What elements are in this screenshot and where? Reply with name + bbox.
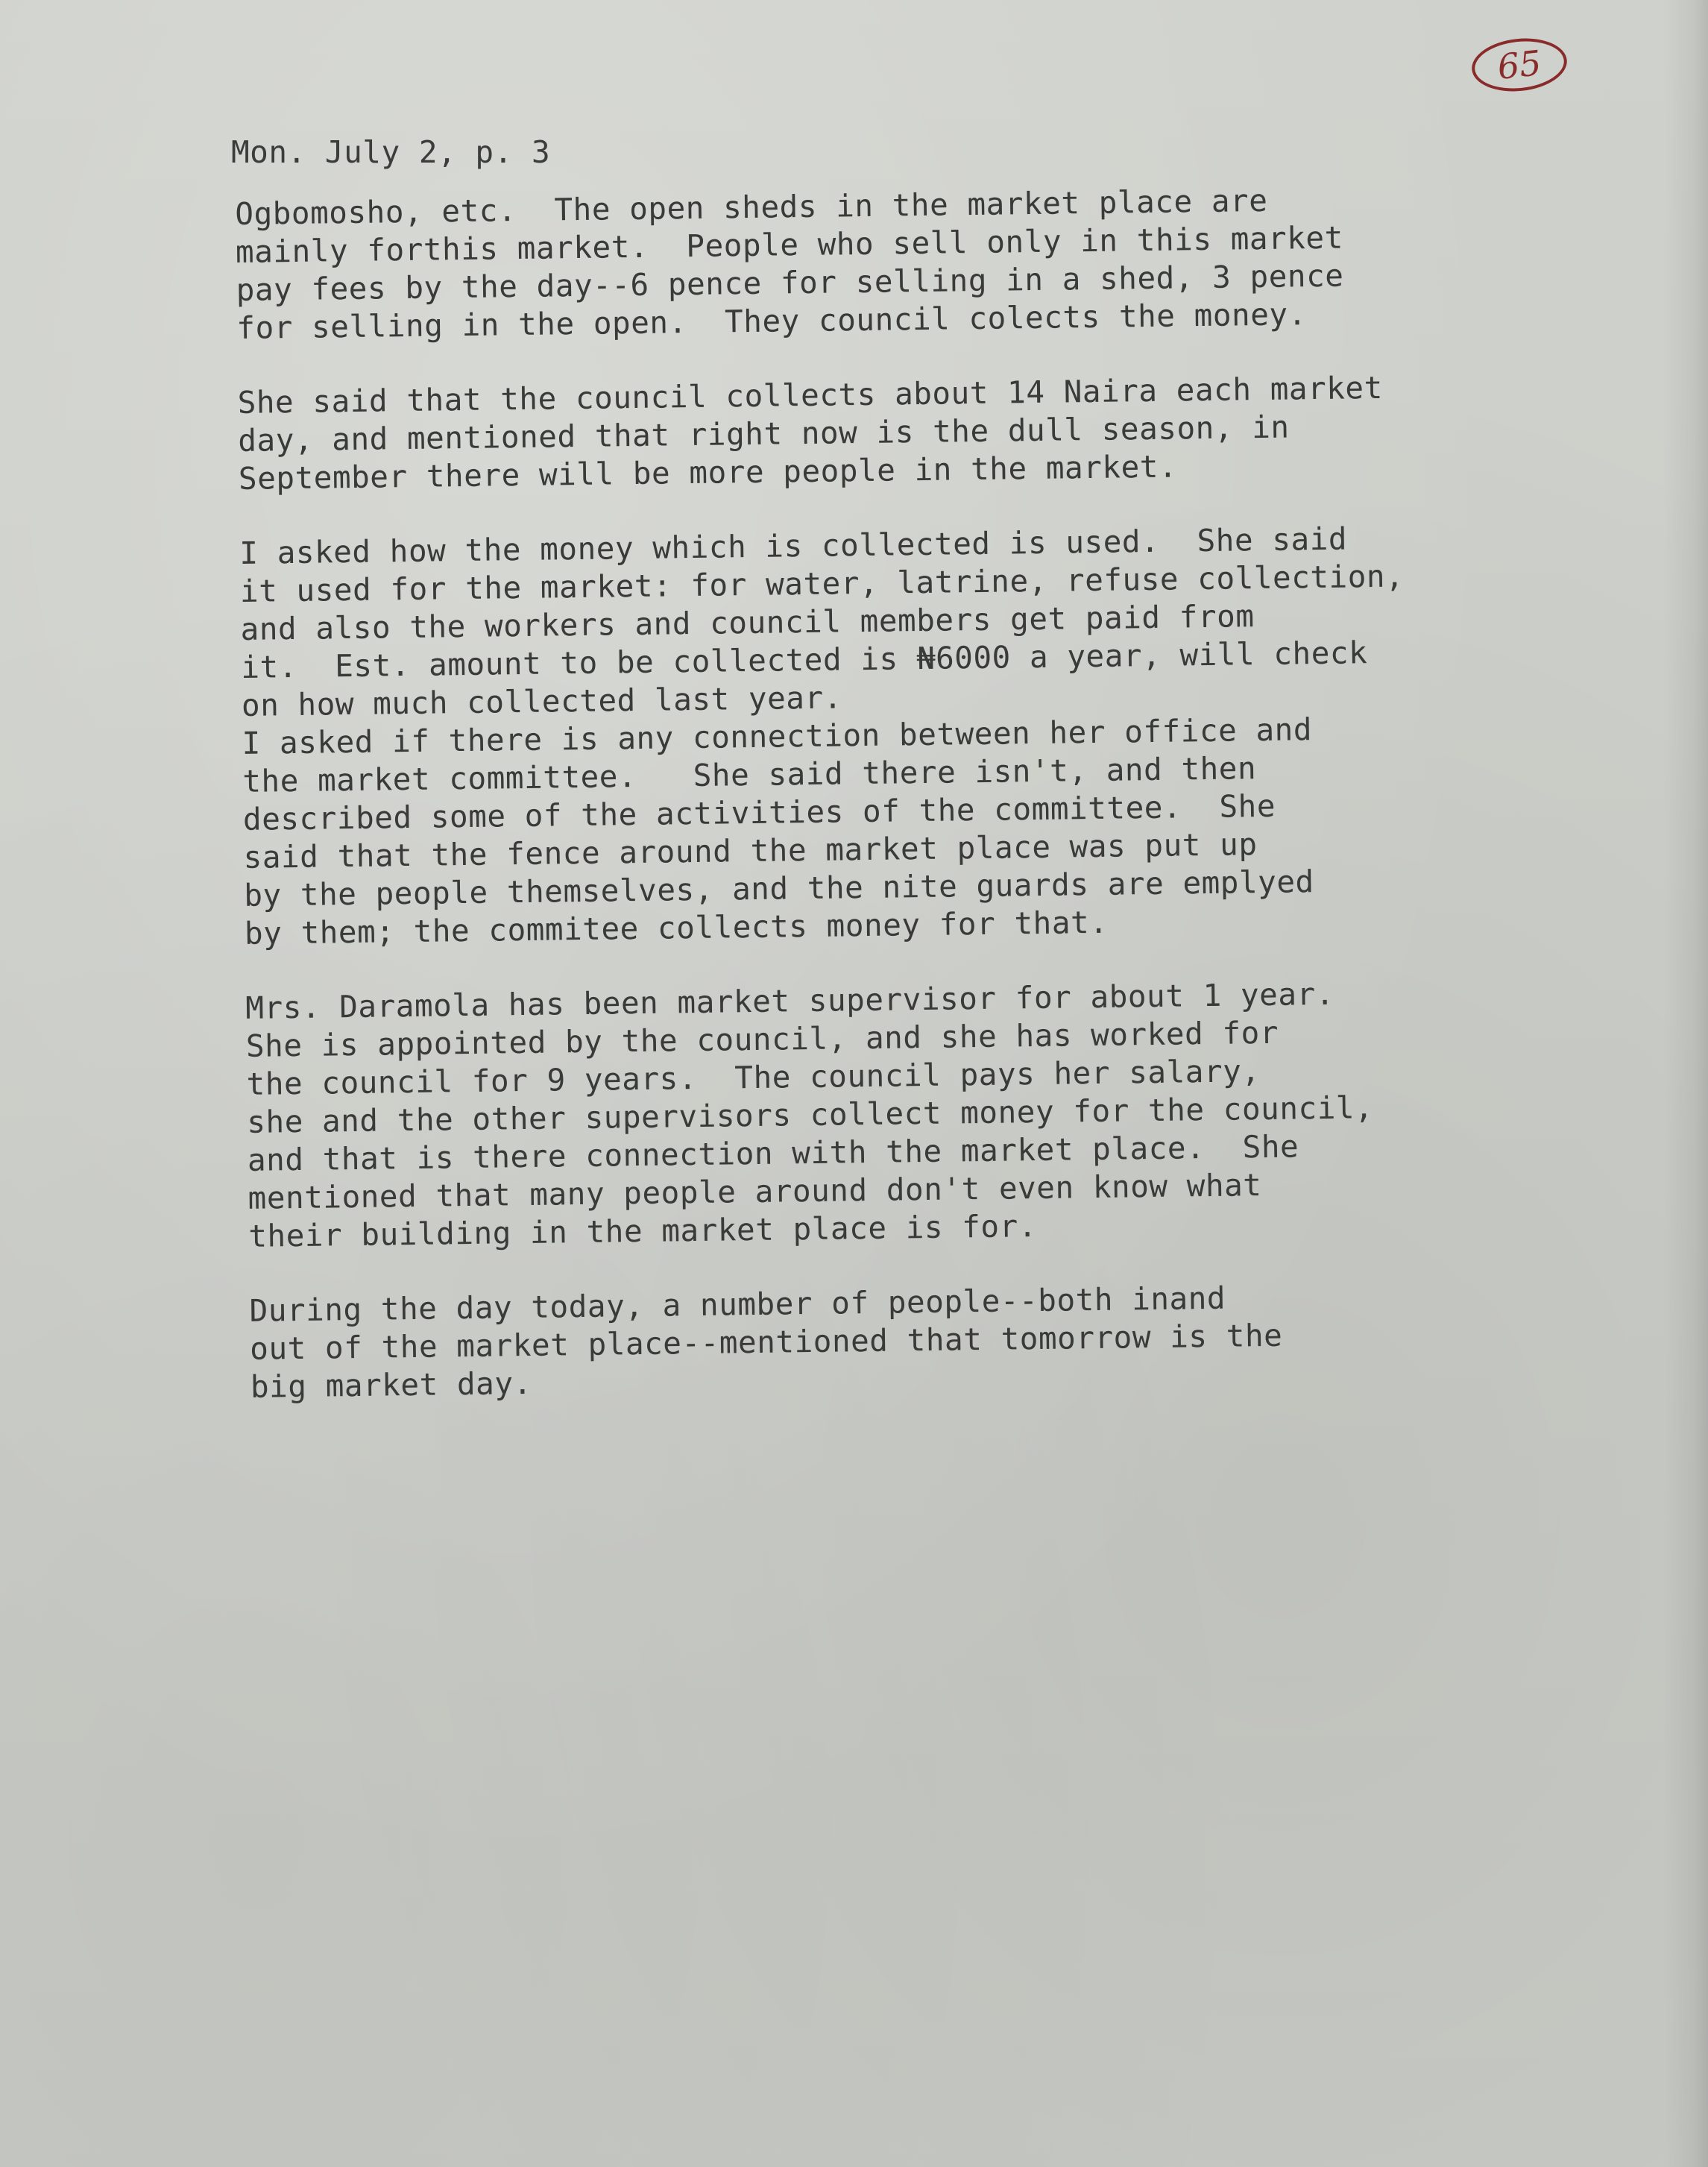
text-line: the council for 9 years. The council pays her salary, <box>246 1053 1261 1102</box>
document-body <box>235 177 1668 1443</box>
text-line: out of the market place--mentioned that tomorrow is the <box>249 1317 1283 1367</box>
text-line: mentioned that many people around don't even know what <box>248 1167 1262 1216</box>
paragraph-big-market-day <box>249 1274 1667 1406</box>
text-line: She said that the council collects about 14 Naira each market <box>237 369 1384 421</box>
paragraph-money-usage <box>239 516 1658 725</box>
text-line: pay fees by the day--6 pence for selling in a shed, 3 pence <box>236 257 1344 308</box>
text-line: mainly forthis market. People who sell only in this market <box>235 219 1344 270</box>
text-line: it used for the market: for water, latrine, refuse collection, <box>239 558 1405 609</box>
text-line: September there will be more people in the market. <box>238 448 1178 497</box>
text-line: I asked if there is any connection between her office and <box>242 711 1313 761</box>
text-line: it. Est. amount to be collected is ₦6000 a year, will check <box>240 635 1368 685</box>
text-line: by them; the commitee collects money for that. <box>244 904 1109 952</box>
text-line: Mrs. Daramola has been market supervisor for about 1 year. <box>245 975 1335 1026</box>
text-line: for selling in the open. They council colects the money. <box>236 296 1308 346</box>
page-number-circle <box>1469 34 1570 96</box>
page-header: Mon. July 2, p. 3 <box>231 134 551 170</box>
text-line: their building in the market place is for. <box>248 1208 1038 1254</box>
text-line: and also the workers and council members get paid from <box>240 598 1255 647</box>
text-line: and that is there connection with the market place. She <box>247 1128 1299 1178</box>
text-line: the market committee. She said there isn't, and then <box>242 750 1257 799</box>
text-line: day, and mentioned that right now is the dull season, in <box>237 409 1290 459</box>
text-line: she and the other supervisors collect money for the council, <box>246 1089 1374 1140</box>
page-number: 65 <box>1496 43 1543 87</box>
text-line: said that the fence around the market place was put up <box>243 826 1258 875</box>
text-line: She is appointed by the council, and she has worked for <box>245 1014 1279 1064</box>
text-line: big market day. <box>250 1365 532 1405</box>
text-line: described some of the activities of the committee. She <box>242 787 1276 837</box>
text-line: on how much collected last year. <box>241 679 843 723</box>
text-line: During the day today, a number of people--both inand <box>249 1280 1226 1329</box>
text-line: I asked how the money which is collected is used. She said <box>239 520 1348 571</box>
text-line: Ogbomosho, etc. The open sheds in the market place are <box>235 182 1268 232</box>
page-edge-shadow <box>1663 0 1708 2167</box>
paragraph-market-fees <box>235 177 1654 347</box>
paragraph-market-committee <box>242 706 1661 953</box>
text-line: by the people themselves, and the nite guards are emplyed <box>243 864 1314 913</box>
paragraph-supervisor <box>245 971 1666 1256</box>
paragraph-council-collection <box>237 365 1655 498</box>
